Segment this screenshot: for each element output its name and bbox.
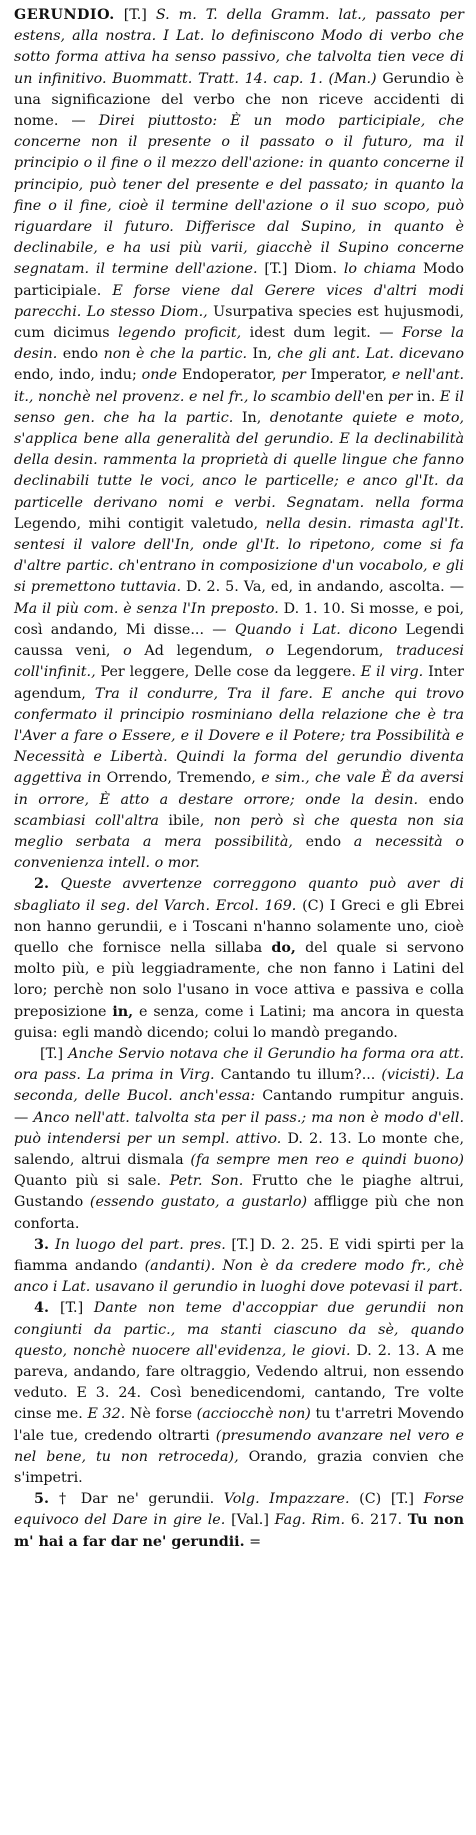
entry-text-segment: ibile, — [158, 812, 214, 829]
entry-text-segment: 2. — [34, 876, 61, 893]
entry-text-segment: 4. — [34, 1300, 61, 1317]
entry-text-segment: Per leggere, Delle cose da leggere. — [95, 664, 361, 681]
entry-text-segment: Nè forse — [125, 1406, 197, 1423]
entry-text-segment: e senza, come i Latini; ma ancora in questa guisa: egli mandò dicendo; colui lo mandò pregando. — [14, 1003, 464, 1041]
entry-text-segment: Anco nell'att. talvolta sta per il pass.; ma non è modo d'ell. può intendersi per un sempl. attivo. — [14, 1109, 465, 1147]
entry-text-segment: In luogo del part. pres. — [54, 1236, 226, 1253]
entry-text-segment: In, — [247, 346, 278, 363]
entry-text-segment: (vicisti). La seconda, delle Bucol. anch'essa: — [14, 1067, 464, 1105]
entry-text-segment: endo — [292, 833, 354, 850]
entry-text-segment: E il virg. — [360, 664, 424, 681]
entry-text-segment: † Dar ne' gerundii. — [58, 1491, 224, 1508]
entry-text-segment: nella desin. rimasta agl'It. sentesi il valore dell'In, onde gl'It. lo ripetono, come si fa d'altre partic. ch'entrano in composizione d'un vocabolo, e gli si premettono tuttavia. — [14, 515, 464, 596]
entry-text-segment: legendo proficit, — [118, 325, 242, 342]
entry-text-segment: (andanti). Non è da credere modo fr., chè anco i Lat. usavano il gerundio in luoghi dove potevasi il part. — [14, 1257, 464, 1296]
entry-text-segment: per — [387, 388, 413, 405]
entry-text-segment: 3. — [34, 1236, 55, 1253]
entry-text-segment: Anche Servio notava che il Gerundio ha forma ora att. ora pass. La prima in Virg. — [14, 1045, 464, 1084]
entry-text-segment: endo — [418, 791, 464, 808]
entry-text-segment: [T.] — [40, 1045, 69, 1062]
entry-text-segment: 6. 217. — [345, 1512, 408, 1529]
entry-text-segment: (C) I Greci e gli Ebrei non hanno gerundii, e i Toscani n'hanno solamente uno, cioè quello che fornisce nella sillaba — [14, 897, 464, 956]
entry-text-segment: [T.] Diom. — [257, 261, 344, 278]
entry-text-segment: endo — [57, 346, 104, 363]
entry-text-segment: [T.] D. 2. 25. E vidi spirti per la fiamma andando — [14, 1236, 464, 1274]
entry-text-segment: o — [123, 643, 132, 660]
entry-text-segment: Fag. Rim. — [274, 1512, 346, 1529]
dictionary-entry-gerundio — [14, 5, 464, 1553]
entry-text-segment: affligge più che non conforta. — [14, 1194, 464, 1232]
entry-text-segment: Tra il condurre, Tra il fare. E anche qui trovo confermato il principio rosminiano della relazione che è tra l'Aver a fare o Essere, e il Dovere e il Potere; tra Possibilità e Necessità e Libertà. Quindi la forma del gerundio diventa aggettiva in — [14, 685, 464, 787]
entry-text-segment: Volg. Impazzare. — [223, 1491, 350, 1508]
entry-text-segment: in, — [112, 1003, 134, 1020]
entry-text-segment: che gli ant. Lat. dicevano — [277, 346, 464, 363]
entry-text-segment: denotante quiete e moto, s'applica bene alla generalità del gerundio. E la declinabilità della desin. rammenta la proprietà di quelle lingue che fanno declinabili tutte le voci, anco le particelle; e anco gl'It. da particelle derivano nomi e verbi. Segnatam. nella forma — [14, 409, 464, 511]
entry-text-segment: Dante non teme d'accoppiar due gerundii non congiunti da partic., ma stanti ciascuno da sè, quando questo, nonchè nuocere all'evidenza, le giovi. — [14, 1300, 464, 1359]
entry-text-segment: Imperator, — [305, 367, 392, 384]
entry-paragraph — [14, 1044, 464, 1235]
entry-text-segment: non è che la partic. — [103, 346, 247, 363]
entry-paragraph — [14, 1298, 464, 1489]
entry-text-segment: in. — [412, 388, 440, 405]
entry-text-segment: (C) [T.] — [349, 1491, 424, 1508]
headword: GERUNDIO. — [14, 7, 115, 23]
entry-text-segment: Queste avvertenze correggono quanto può aver di sbagliato il seg. del — [14, 876, 464, 914]
entry-text-segment: E il senso gen. che ha la partic. — [14, 388, 464, 426]
entry-text-segment: [T.] — [60, 1300, 94, 1317]
entry-text-segment: Legendorum, — [274, 643, 397, 660]
entry-text-segment: Cantando tu illum?... — [214, 1067, 382, 1084]
entry-text-segment: Cantando rumpitur anguis. — — [14, 1088, 464, 1126]
entry-text-segment: Frutto che le piaghe altrui, Gustando — [14, 1173, 464, 1211]
entry-text-segment: Varch. Ercol. 169. — [158, 897, 303, 914]
entry-paragraph — [14, 1489, 464, 1553]
entry-text-segment: onde — [141, 367, 178, 384]
entry-text-segment: Legendi caussa veni, — [14, 621, 465, 660]
entry-text-segment: Orando, grazia convien che s'impetri. — [14, 1448, 464, 1487]
entry-text-segment: [Val.] — [225, 1512, 275, 1529]
entry-text-segment: D. 2. 13. A me pareva, andando, fare oltraggio, Vedendo altrui, non essendo veduto. E 3. 24. Così benedicendomi, cantando, Tre volte cinse me. — [14, 1342, 464, 1423]
entry-text-segment: E forse viene dal Gerere vices d'altri modi parecchi. Lo stesso Diom., — [14, 282, 464, 320]
entry-paragraph — [14, 1235, 464, 1299]
entry-text-segment: scambiasi coll'altra — [14, 812, 159, 829]
entry-text-segment: Tu non m' hai a far dar ne' gerundii. — [14, 1512, 465, 1550]
entry-text-segment: a necessità o convenienza intell. o mor. — [14, 833, 465, 872]
entry-text-segment: lo chiama — [343, 261, 417, 278]
entry-text-segment: D. 2. 13. Lo monte che, salendo, altrui dismala — [14, 1130, 465, 1168]
entry-text-segment: Endoperator, — [177, 367, 282, 384]
entry-text-segment: Forse equivoco del Dare in gire le. — [14, 1491, 464, 1529]
entry-text-segment: Inter agendum, — [14, 664, 464, 702]
entry-text-segment: per — [281, 367, 306, 384]
entry-text-segment: idest dum legit. — — [241, 325, 403, 342]
entry-text-segment: Usurpativa species est hujusmodi, cum dicimus — [14, 303, 464, 342]
entry-text-segment: Gerundio è una significazione del verbo che non riceve accidenti di nome. — — [14, 70, 464, 130]
entry-text-segment: tu t'arretri Movendo l'ale tue, credendo oltrarti — [14, 1406, 464, 1444]
entry-text-segment: Direi piuttosto: È un modo participiale, che concerne non il presente o il passato o il futuro, ma il principio o il fine o il mezzo dell'azione: in quanto concerne il principio, può tener del presente e del passato; in quanto la fine o il fine, cioè il termine dell'azione o il suo scopo, può riguardare il futuro. Differisce dal Supino, in quanto è declinabile, e ha usi più varii, giacchè il Supino concerne segnatam. il termine dell'azione. — [14, 113, 464, 278]
entry-text-segment: del quale si servono molto più, e più leggiadramente, che non fanno i Latini del loro; perchè non solo l'usano in voce attiva e passiva e colla preposizione — [14, 939, 464, 1020]
entry-text-segment: endo, indo, indu; — [14, 367, 142, 384]
entry-paragraph — [14, 5, 464, 874]
entry-text-segment: Quando i Lat. dicono — [234, 621, 398, 638]
entry-text-segment: e nell'ant. it., nonchè nel provenz. e nel fr., lo scambio dell' — [14, 367, 464, 405]
entry-text-segment: 5. — [34, 1491, 59, 1508]
entry-text-segment: In, — [233, 409, 270, 426]
entry-text-segment: E 32. — [87, 1406, 126, 1423]
entry-text-segment: e sim., che vale È da aversi in orrore, È atto a destare orrore; onde la desin. — [14, 770, 465, 808]
entry-text-segment: Petr. Son. — [169, 1173, 244, 1190]
entry-text-segment: Quanto più si sale. — [14, 1173, 170, 1190]
entry-text-segment: Legendo, mihi contigit valetudo, — [14, 515, 266, 532]
entry-text-segment: (fa sempre men reo e quindi buono) — [190, 1151, 465, 1168]
entry-text-segment: do, — [271, 939, 296, 956]
entry-text-segment: Forse la desin. — [14, 325, 464, 363]
entry-text-segment: en — [365, 388, 388, 405]
entry-text-segment: traducesi coll'infinit., — [14, 643, 464, 681]
entry-text-segment: D. 2. 5. Va, ed, in andando, ascolta. — — [181, 579, 464, 596]
entry-text-segment: (presumendo avanzare nel vero e nel bene, tu non retroceda), — [14, 1427, 464, 1465]
entry-text-segment: [T.] — [114, 7, 156, 23]
entry-text-segment: Modo participiale. — [14, 261, 465, 299]
entry-text-segment: Ma il più com. è senza l'In preposto. — [14, 600, 279, 617]
entry-text-segment: (essendo gustato, a gustarlo) — [89, 1194, 308, 1211]
entry-text-segment: = — [244, 1533, 262, 1550]
entry-text-segment: non però sì che questa non sia meglio serbata a mera possibilità, — [14, 812, 464, 850]
entry-text-segment: (acciocchè non) — [196, 1406, 311, 1423]
entry-paragraph — [14, 874, 464, 1044]
entry-text-segment: o — [265, 643, 275, 660]
entry-text-segment: S. m. T. della Gramm. lat., passato per estens, alla nostra. I Lat. lo definiscono Modo di verbo che sotto forma attiva ha senso passivo, che talvolta tien vece di un infinitivo. Buommatt. Tratt. 14. cap. 1. (Man.) — [14, 7, 464, 87]
entry-text-segment: Ad legendum, — [131, 643, 266, 660]
entry-text-segment: D. 1. 10. Si mosse, e poi, così andando, Mi disse... — — [14, 600, 464, 638]
entry-text-segment: Orrendo, Tremendo, — [101, 770, 262, 787]
